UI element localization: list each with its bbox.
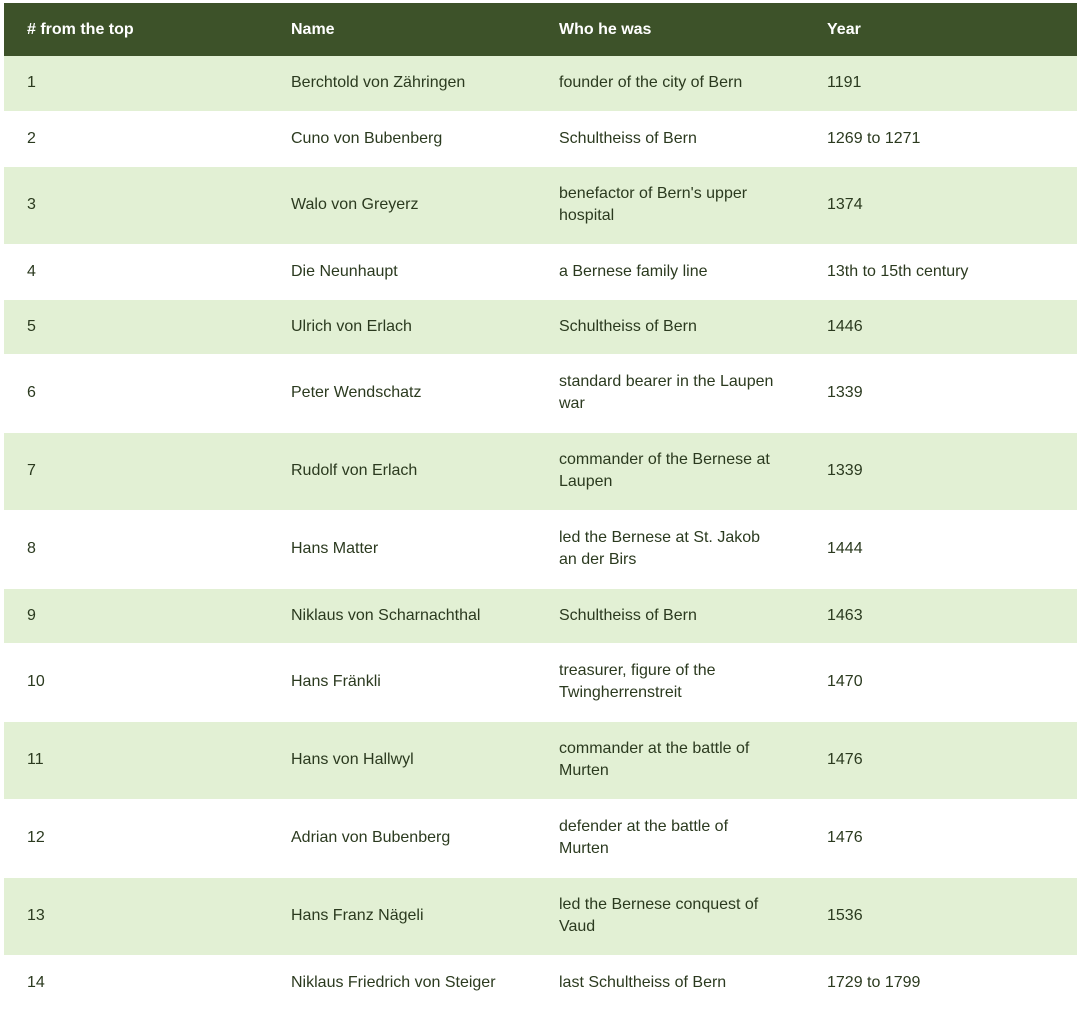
table-row — [4, 354, 1077, 432]
row-name: Hans Franz Nägeli — [268, 877, 536, 955]
row-year: 1374 — [804, 166, 1077, 244]
row-year: 1476 — [804, 799, 1077, 877]
row-year: 1463 — [804, 588, 1077, 643]
row-number: 8 — [4, 510, 268, 588]
row-number: 2 — [4, 111, 268, 166]
row-who: led the Bernese conquest of Vaud — [536, 877, 804, 955]
table-header-row — [4, 3, 1077, 56]
column-header-who: Who he was — [559, 20, 652, 38]
column-header-name: Name — [291, 20, 335, 38]
people-table-container — [4, 3, 1077, 1010]
row-who: last Schultheiss of Bern — [536, 955, 804, 1010]
row-name: Niklaus von Scharnachthal — [268, 588, 536, 643]
row-year: 1729 to 1799 — [804, 955, 1077, 1010]
row-who: standard bearer in the Laupen war — [536, 354, 804, 432]
row-who: Schultheiss of Bern — [536, 111, 804, 166]
row-year: 1269 to 1271 — [804, 111, 1077, 166]
table-row — [4, 111, 1077, 166]
row-number: 10 — [4, 643, 268, 721]
table-row — [4, 955, 1077, 1010]
column-header-number: # from the top — [27, 20, 134, 38]
row-year: 1339 — [804, 432, 1077, 510]
row-who: defender at the battle of Murten — [536, 799, 804, 877]
row-year: 1191 — [827, 74, 862, 92]
row-who: benefactor of Bern's upper hospital — [536, 166, 804, 244]
row-number: 7 — [4, 432, 268, 510]
row-name: Walo von Greyerz — [268, 166, 536, 244]
column-header-year: Year — [827, 20, 861, 38]
row-number: 5 — [4, 299, 268, 354]
row-number: 1 — [27, 74, 36, 92]
row-name: Die Neunhaupt — [268, 244, 536, 299]
row-number: 9 — [4, 588, 268, 643]
row-name: Cuno von Bubenberg — [268, 111, 536, 166]
row-name: Hans von Hallwyl — [268, 721, 536, 799]
table-row — [4, 643, 1077, 721]
table-body — [4, 56, 1077, 1010]
row-number: 4 — [4, 244, 268, 299]
row-year: 1470 — [804, 643, 1077, 721]
table-row — [4, 588, 1077, 643]
table-row — [4, 877, 1077, 955]
row-year: 1444 — [804, 510, 1077, 588]
row-name: Berchtold von Zähringen — [291, 74, 466, 92]
row-name: Adrian von Bubenberg — [268, 799, 536, 877]
table-row — [4, 166, 1077, 244]
row-who: founder of the city of Bern — [559, 74, 743, 92]
table-row — [4, 299, 1077, 354]
row-number: 6 — [4, 354, 268, 432]
row-year: 1536 — [804, 877, 1077, 955]
row-name: Rudolf von Erlach — [268, 432, 536, 510]
row-who: commander at the battle of Murten — [536, 721, 804, 799]
row-number: 13 — [4, 877, 268, 955]
row-number: 3 — [4, 166, 268, 244]
row-name: Ulrich von Erlach — [268, 299, 536, 354]
row-who: treasurer, figure of the Twingherrenstreit — [536, 643, 804, 721]
row-year: 13th to 15th century — [804, 244, 1077, 299]
row-year: 1339 — [804, 354, 1077, 432]
row-who: Schultheiss of Bern — [536, 299, 804, 354]
table-row — [4, 721, 1077, 799]
row-number: 14 — [4, 955, 268, 1010]
row-name: Hans Fränkli — [268, 643, 536, 721]
row-who: a Bernese family line — [536, 244, 804, 299]
table-row — [4, 432, 1077, 510]
people-table — [4, 3, 1077, 1010]
row-who: commander of the Bernese at Laupen — [536, 432, 804, 510]
table-row — [4, 244, 1077, 299]
row-name: Niklaus Friedrich von Steiger — [268, 955, 536, 1010]
row-number: 12 — [4, 799, 268, 877]
table-row — [4, 510, 1077, 588]
row-who: Schultheiss of Bern — [536, 588, 804, 643]
row-who: led the Bernese at St. Jakob an der Birs — [536, 510, 804, 588]
row-name: Peter Wendschatz — [268, 354, 536, 432]
row-name: Hans Matter — [268, 510, 536, 588]
table-header — [4, 3, 1077, 56]
row-year: 1446 — [804, 299, 1077, 354]
row-number: 11 — [4, 721, 268, 799]
table-row — [4, 56, 1077, 111]
table-row — [4, 799, 1077, 877]
row-year: 1476 — [804, 721, 1077, 799]
